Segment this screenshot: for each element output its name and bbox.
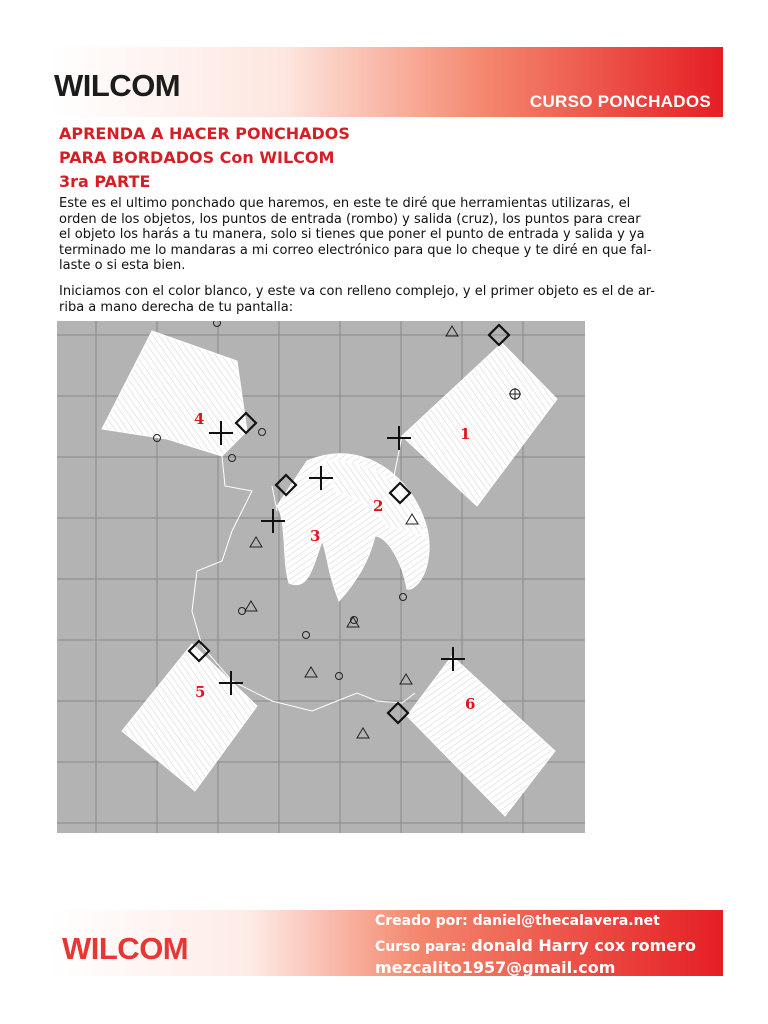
footer-created-line [375,913,660,929]
label-5: 5 [195,683,206,701]
paragraph-line: Este es el ultimo ponchado que haremos, en este te diré que herramientas utilizaras, el [59,196,631,211]
footer-wilcom-logo: WILCOM [62,931,189,966]
title-line-2: PARA BORDADOS Con WILCOM [59,148,335,167]
student-name: donald Harry cox romero [471,936,697,955]
title-line-3: 3ra PARTE [59,172,151,191]
footer-course-line [375,936,696,955]
paragraph-line: orden de los objetos, los puntos de entrada (rombo) y salida (cruz), los puntos para crear [59,211,641,227]
instruction-paragraph [59,284,709,315]
label-6: 6 [465,695,476,713]
label-2: 2 [373,497,384,515]
label-4: 4 [194,410,205,428]
embroidery-design-screenshot [57,321,585,833]
created-email-link[interactable]: daniel@thecalavera.net [472,913,660,929]
label-1: 1 [460,425,471,443]
paragraph-line: Iniciamos con el color blanco, y este va con relleno complejo, y el primer objeto es el de ar- [59,284,655,299]
paragraph-line: terminado me lo mandaras a mi correo electrónico para que lo cheque y te diré en que fal- [59,242,652,258]
course-title: CURSO PONCHADOS [529,92,711,111]
intro-paragraph [59,196,709,274]
created-label: Creado por: [375,913,468,929]
paragraph-line: el objeto los harás a tu manera, solo si tienes que poner el punto de entrada y salida y ya [59,227,645,242]
paragraph-line: laste o si esta bien. [59,258,186,273]
label-3: 3 [310,527,321,545]
design-canvas [57,321,585,833]
course-label: Curso para: [375,939,467,955]
title-line-1: APRENDA A HACER PONCHADOS [59,124,350,143]
student-email-link[interactable]: mezcalito1957@gmail.com [375,958,616,977]
wilcom-logo: WILCOM [54,68,181,103]
paragraph-line: riba a mano derecha de tu pantalla: [59,299,294,315]
